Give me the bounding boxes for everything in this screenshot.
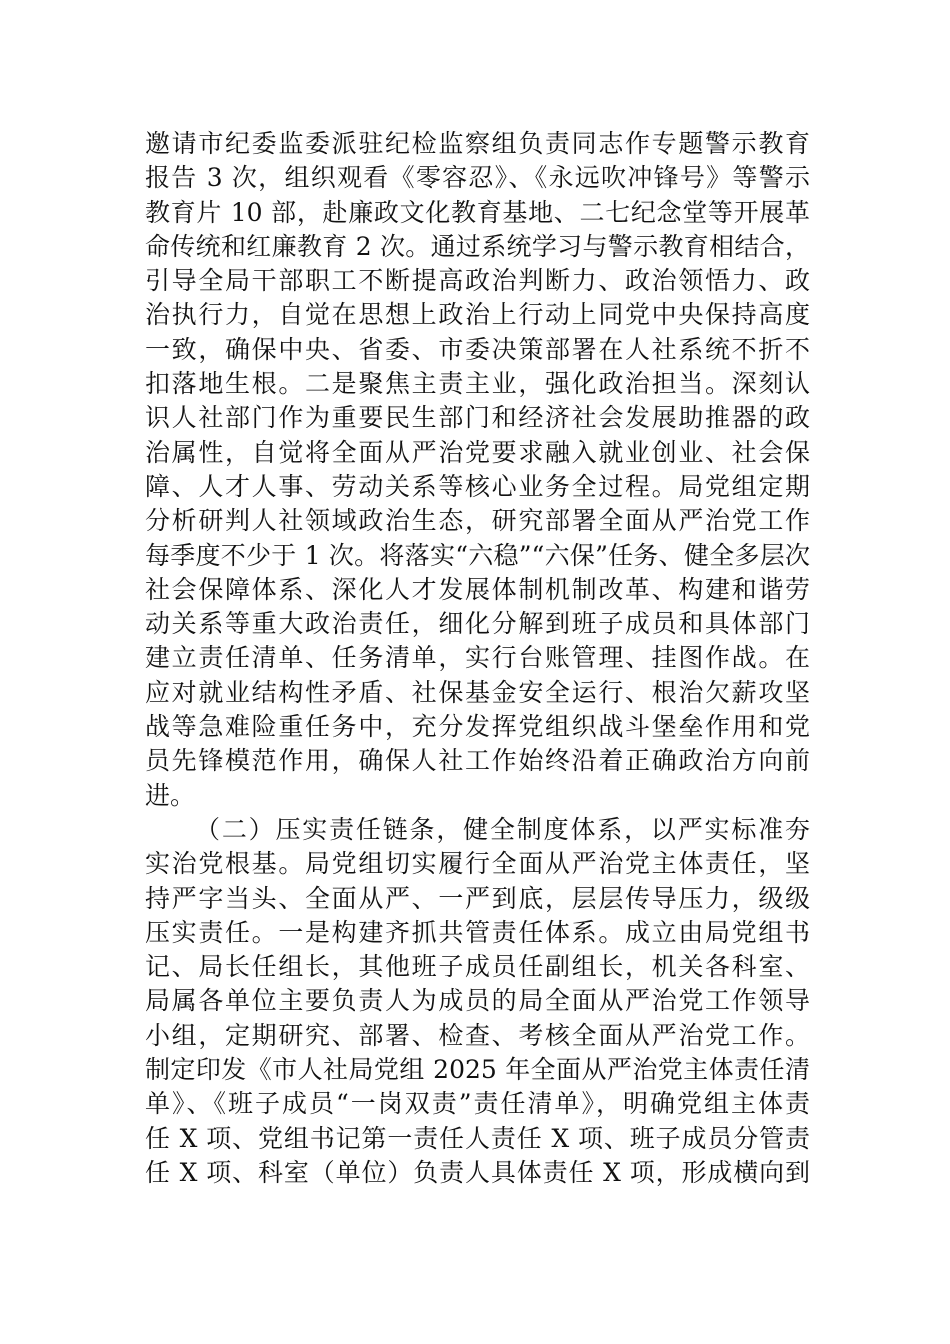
text-line: 报告 3 次，组织观看《零容忍》、《永远吹冲锋号》等警示 (145, 163, 810, 193)
text-line: 识人社部门作为重要民生部门和经济社会发展助推器的政 (145, 403, 810, 433)
text-line: 分析研判人社领域政治生态，研究部署全面从严治党工作 (145, 506, 810, 536)
text-line: 命传统和红廉教育 2 次。通过系统学习与警示教育相结合， (145, 231, 810, 261)
text-line: 每季度不少于 1 次。将落实“六稳”“六保”任务、健全多层次 (145, 540, 810, 570)
text-line: 扣落地生根。二是聚焦主责主业，强化政治担当。深刻认 (145, 369, 810, 399)
text-line: 社会保障体系、深化人才发展体制机制改革、构建和谐劳 (145, 574, 810, 604)
text-line: 任 X 项、党组书记第一责任人责任 X 项、班子成员分管责 (145, 1123, 810, 1153)
text-line: 战等急难险重任务中，充分发挥党组织战斗堡垒作用和党 (145, 712, 810, 742)
text-line: 实治党根基。局党组切实履行全面从严治党主体责任，坚 (145, 849, 810, 879)
text-line: 持严字当头、全面从严、一严到底，层层传导压力，级级 (145, 883, 810, 913)
text-line: 局属各单位主要负责人为成员的局全面从严治党工作领导 (145, 986, 810, 1016)
document-body (145, 127, 810, 1190)
text-line: 建立责任清单、任务清单，实行台账管理、挂图作战。在 (145, 643, 810, 673)
text-line: 单》、《班子成员“一岗双责”责任清单》，明确党组主体责 (145, 1089, 810, 1119)
text-line: 小组，定期研究、部署、检查、考核全面从严治党工作。 (145, 1020, 810, 1050)
section-heading-line: （二）压实责任链条，健全制度体系，以严实标准夯 (195, 814, 810, 844)
text-line: 引导全局干部职工不断提高政治判断力、政治领悟力、政 (145, 266, 810, 296)
text-line: 应对就业结构性矛盾、社保基金安全运行、根治欠薪攻坚 (145, 677, 810, 707)
text-line: 记、局长任组长，其他班子成员任副组长，机关各科室、 (145, 952, 810, 982)
text-line: 制定印发《市人社局党组 2025 年全面从严治党主体责任清 (145, 1055, 810, 1085)
text-line: 员先锋模范作用，确保人社工作始终沿着正确政治方向前 (145, 746, 810, 776)
text-line: 治属性，自觉将全面从严治党要求融入就业创业、社会保 (145, 437, 810, 467)
text-line: 进。 (145, 780, 196, 810)
text-line: 治执行力，自觉在思想上政治上行动上同党中央保持高度 (145, 300, 810, 330)
text-line: 障、人才人事、劳动关系等核心业务全过程。局党组定期 (145, 471, 810, 501)
text-line: 教育片 10 部，赴廉政文化教育基地、二七纪念堂等开展革 (145, 197, 810, 227)
text-line: 邀请市纪委监委派驻纪检监察组负责同志作专题警示教育 (145, 129, 810, 158)
text-line: 一致，确保中央、省委、市委决策部署在人社系统不折不 (145, 334, 810, 364)
text-line: 压实责任。一是构建齐抓共管责任体系。成立由局党组书 (145, 917, 810, 947)
text-line: 动关系等重大政治责任，细化分解到班子成员和具体部门 (145, 609, 810, 639)
text-line: 任 X 项、科室（单位）负责人具体责任 X 项，形成横向到 (145, 1157, 810, 1187)
